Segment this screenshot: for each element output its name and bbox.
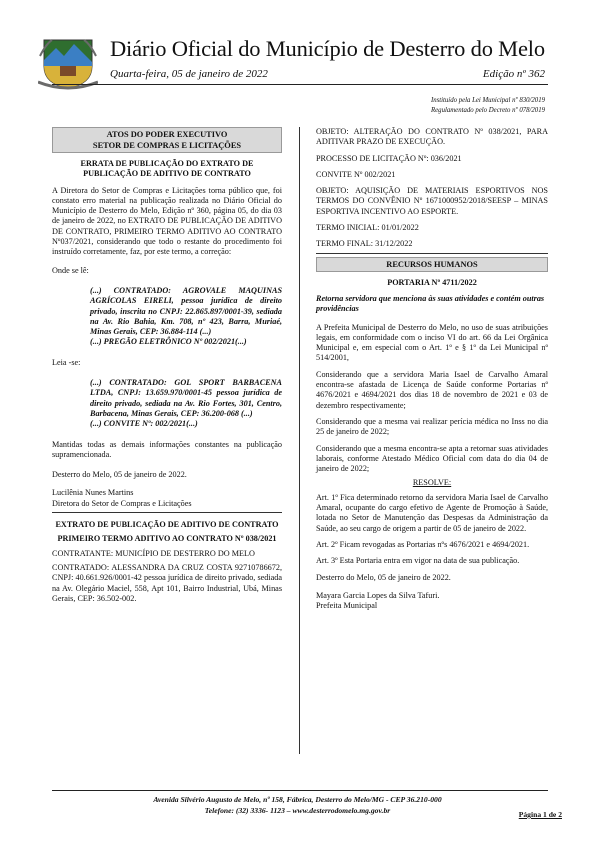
portaria-ementa: Retorna servidora que menciona às suas atividades e contém outras providências [316,293,545,314]
section-subtitle: SETOR DE COMPRAS E LICITAÇÕES [92,141,242,150]
signature-name: Lucilênia Nunes Martins [52,488,134,498]
convite-number: CONVITE Nº 002/2021 [316,169,396,179]
footer-contact: Telefone: (32) 3336- 1123 – www.desterrodomelo.mg.gov.br [204,806,391,815]
contratante: CONTRATANTE: MUNICÍPIO DE DESTERRO DO MELO [52,548,255,558]
portaria-preamble: A Prefeita Municipal de Desterro do Melo, no uso de suas atribuições legais, em conformidade com o inciso VI do art. 66 da Lei Orgânica Municipal e, em especial com o Art. 1º e § 1º da Lei Municipal nº 514/2001, [316,322,548,363]
footer-divider [52,790,548,791]
article-1: Art. 1º Fica determinado retorno da servidora Maria Isael de Carvalho Amaral, ocupante do cargo efetivo de Agente de Promoção à Saúde, lotada no Setor de Manutenção das Despesas da Administração da Saúde, ao seu cargo de origem a partir de 05 de janeiro de 2022. [316,492,548,533]
legal-basis [431,96,545,116]
considerando-3: Considerando que a mesma encontra-se apta a retornar suas atividades laborais, conforme Atestado Médico Oficial com data do dia 04 de janeiro de 2022; [316,443,548,474]
section-header [52,127,282,153]
section-title: ATOS DO PODER EXECUTIVO [106,130,228,139]
errata-date: Desterro do Melo, 05 de janeiro de 2022. [52,470,187,480]
signature-role: Prefeita Municipal [316,601,378,611]
header [0,0,595,118]
extrato-title: EXTRATO DE PUBLICAÇÃO DE ADITIVO DE CONTRATO [55,520,279,530]
termo-final: TERMO FINAL: 31/12/2022 [316,239,413,249]
article-3: Art. 3º Esta Portaria entra em vigor na data de sua publicação. [316,556,520,566]
left-column [52,127,282,604]
errata-title: ERRATA DE PUBLICAÇÃO DO EXTRATO DE PUBLICAÇÃO DE ADITIVO DE CONTRATO [80,159,254,179]
decree-reference: Regulamentado pelo Decreto nº 078/2019 [431,107,545,114]
portaria-title: PORTARIA Nº 4711/2022 [387,277,477,287]
leia-se-label: Leia -se: [52,357,81,367]
leia-text-2: (...) CONVITE Nº: 002/2021(...) [90,419,198,429]
errata-body: A Diretora do Setor de Compras e Licitações torna público que, foi constato erro material na publicação realizada no Diário Oficial do Município de Desterro do Melo, Edição nº 360, página 05, do dia 03 de janeiro de 2022, no EXTRATO DE PUBLICAÇÃO DE ADITIVO DE CONTRATO, PRIMEIRO TERMO ADITIVO AO CONTRATO Nº037/2021, considerando que todo o restante do procedimento foi instruído corretamente, faz, por este termo, a correção: [52,185,282,257]
divider [316,253,548,254]
page-title: Diário Oficial do Município de Desterro do Melo [110,36,545,61]
resolve-label: RESOLVE: [412,478,452,488]
objeto-alteracao: OBJETO: ALTERAÇÃO DO CONTRATO Nº 038/2021, PARA ADITIVAR PRAZO DE EXECUÇÃO. [316,127,548,147]
onde-se-le-label: Onde se lê: [52,265,89,275]
edition-number: Edição nº 362 [482,68,545,80]
considerando-1: Considerando que a servidora Maria Isael de Carvalho Amaral encontra-se afastada de Licença de Saúde conforme Portarias nº 4676/2021 e 4694/2021 dos dias 18 de novembro de 2021 e 03 de dezembro respectivamente; [316,369,548,410]
column-divider [299,127,300,754]
onde-text: (...) CONTRATADO: AGROVALE MAQUINAS AGRÍCOLAS EIRELI, pessoa jurídica de direito privado, inscrita no CNPJ: 22.865.897/0001-39, sediada na Av. Rio Bahia, Km. 708, nº 423, Barra, Muriaé, Minas Gerais, CEP: 36.884-114 (...) [90,285,282,337]
page-number: Página 1 de 2 [518,810,562,819]
termo-aditivo-title: PRIMEIRO TERMO ADITIVO AO CONTRATO Nº 038/2021 [57,534,277,544]
article-2: Art. 2º Ficam revogadas as Portarias nºs 4676/2021 e 4694/2021. [316,539,530,549]
signature-role: Diretora do Setor de Compras e Licitações [52,498,192,508]
mantidas-text: Mantidas todas as demais informações constantes na publicação supramencionada. [52,439,282,459]
header-divider [52,84,548,85]
considerando-2: Considerando que a mesma vai realizar perícia médica no Inss no dia 25 de janeiro de 2022; [316,416,548,437]
onde-text-2: (...) PREGÃO ELETRÔNICO Nº 002/2021(...) [90,337,247,347]
law-reference: Instituído pela Lei Municipal nº 830/2019 [430,97,545,104]
objeto-aquisicao: OBJETO: AQUISIÇÃO DE MATERIAIS ESPORTIVOS NOS TERMOS DO CONVÊNIO Nº 1671000952/2018/SEESP – MINAS ESPORTIVA INCENTIVO AO ESPORTE. [316,186,548,216]
portaria-date: Desterro do Melo, 05 de janeiro de 2022. [316,572,451,582]
section-header: RECURSOS HUMANOS [316,257,548,272]
footer-address: Avenida Silvério Augusto de Melo, nº 158, Fábrica, Desterro do Melo/MG - CEP 36.210-000 [153,795,442,804]
leia-text: (...) CONTRATADO: GOL SPORT BARBACENA LTDA, CNPJ: 13.659.970/0001-45 pessoa jurídica de direito privado, sediada na Av. Rio Fortes, 301, Centro, Barbacena, Minas Gerais, CEP: 36.200-068 (...) [90,378,282,418]
processo-licitacao: PROCESSO DE LICITAÇÃO Nº: 036/2021 [316,153,462,163]
termo-inicial: TERMO INICIAL: 01/01/2022 [316,223,419,233]
divider [52,512,282,513]
signature-name: Mayara Garcia Lopes da Silva Tafuri. [316,590,440,600]
right-column [316,127,548,611]
municipal-coat-of-arms-icon [38,36,98,90]
issue-date: Quarta-feira, 05 de janeiro de 2022 [110,68,268,80]
contratado: CONTRATADO: ALESSANDRA DA CRUZ COSTA 92710786672, CNPJ: 40.661.926/0001-42 pessoa jurídica de direito privado, sediada na Av. Olegário Maciel, 558, Apt 101, Bairro Industrial, Ubá, Minas Gerais, CEP: 36.502-002. [52,562,282,603]
